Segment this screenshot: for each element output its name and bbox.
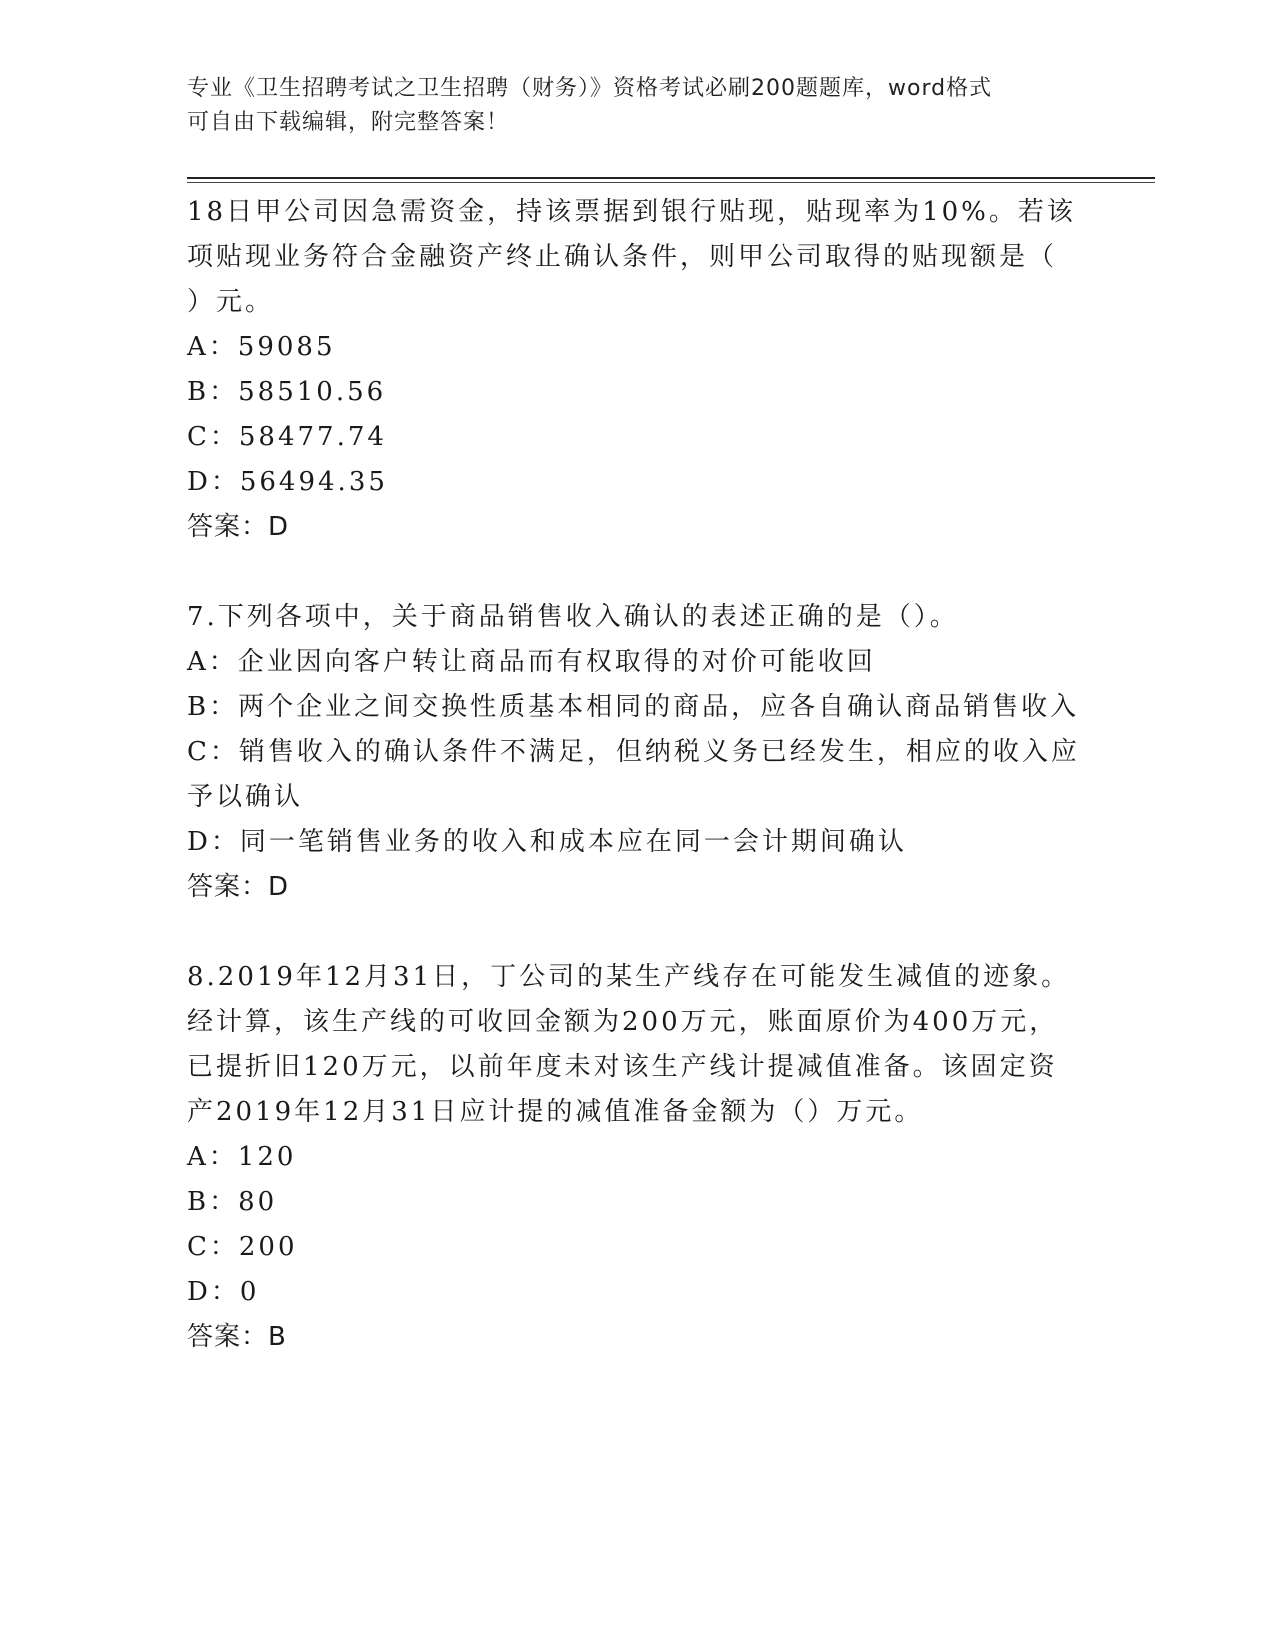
option-c-continued: 予以确认 [187,782,304,812]
question-stem-line: ）元。 [187,287,275,317]
option-c: C：58477.74 [187,422,387,452]
question-block [187,955,1087,1360]
question-block [187,190,1087,550]
header-line-2: 可自由下载编辑，附完整答案！ [187,110,510,135]
header-divider-thick [187,177,1155,179]
option-c: C：销售收入的确认条件不满足，但纳税义务已经发生，相应的收入应 [187,737,1080,767]
question-stem-line: 产2019年12月31日应计提的减值准备金额为（）万元。 [187,1097,924,1127]
question-list [187,190,1087,1360]
spacer [187,910,1087,955]
option-b: B：58510.56 [187,377,387,407]
option-b: B：80 [187,1187,278,1217]
header-divider-thin [187,182,1155,183]
question-stem-line: 经计算，该生产线的可收回金额为200万元，账面原价为400万元， [187,1007,1059,1037]
option-d: D：56494.35 [187,467,388,497]
question-block [187,595,1087,910]
option-d: D：同一笔销售业务的收入和成本应在同一会计期间确认 [187,827,907,857]
option-d: D：0 [187,1277,260,1307]
option-c: C：200 [187,1232,298,1262]
spacer [187,550,1087,595]
document-header [187,72,1087,140]
option-a: A：120 [187,1142,297,1172]
answer-label: 答案：D [187,512,290,542]
option-a: A：企业因向客户转让商品而有权取得的对价可能收回 [187,647,876,677]
header-line-1: 专业《卫生招聘考试之卫生招聘（财务）》资格考试必刷200题题库，word格式 [187,76,993,101]
question-stem-line: 18日甲公司因急需资金，持该票据到银行贴现，贴现率为10%。若该 [187,197,1076,227]
answer-label: 答案：D [187,872,290,902]
option-b: B：两个企业之间交换性质基本相同的商品，应各自确认商品销售收入 [187,692,1080,722]
question-stem-line: 项贴现业务符合金融资产终止确认条件，则甲公司取得的贴现额是（ [187,242,1058,272]
answer-label: 答案：B [187,1322,287,1352]
question-stem-line: 已提折旧120万元，以前年度未对该生产线计提减值准备。该固定资 [187,1052,1058,1082]
question-stem-line: 7.下列各项中，关于商品销售收入确认的表述正确的是（）。 [187,602,959,632]
question-stem-line: 8.2019年12月31日，丁公司的某生产线存在可能发生减值的迹象。 [187,962,1071,992]
option-a: A：59085 [187,332,336,362]
